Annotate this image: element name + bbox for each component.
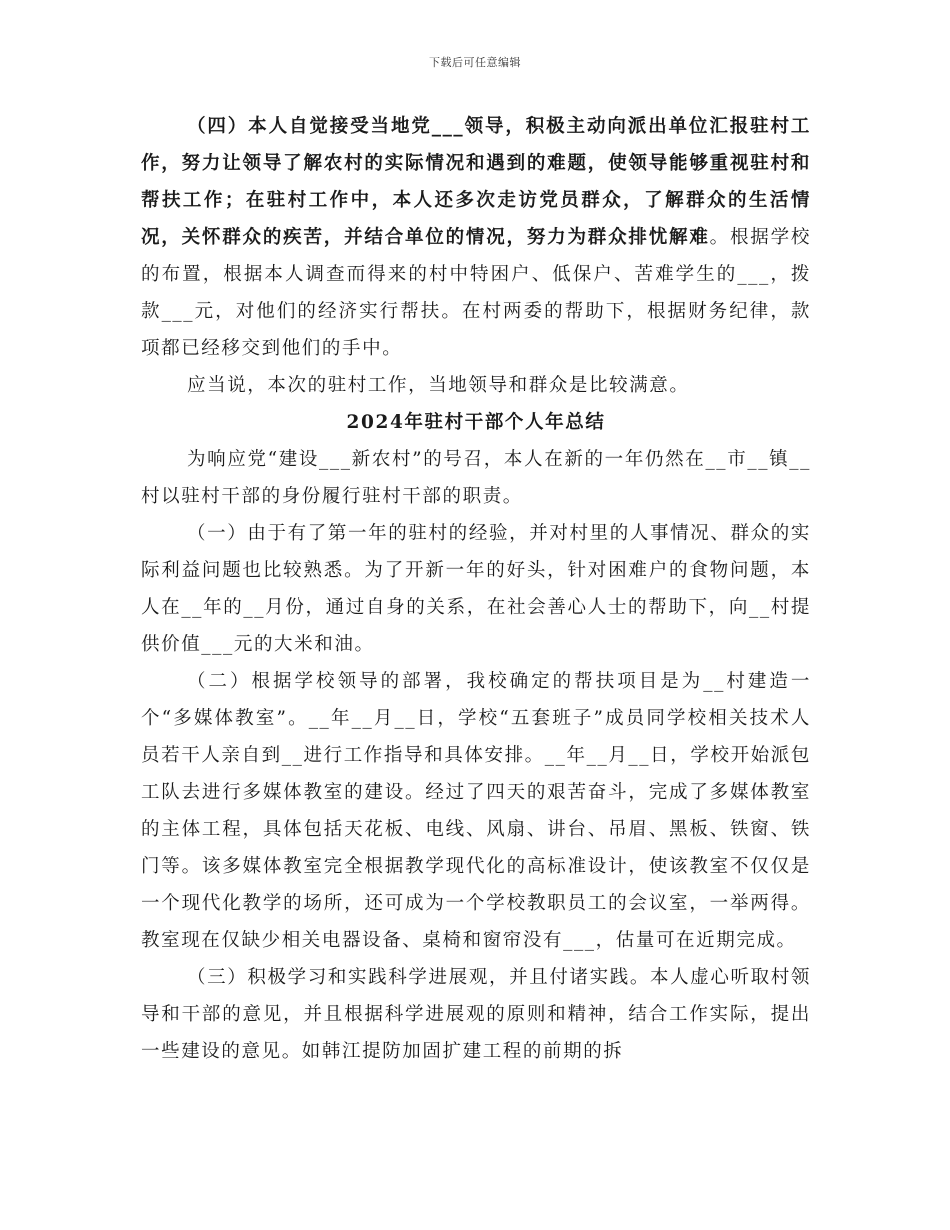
paragraph-four-regular-text: 。根据学校的布置，根据本人调查而得来的村中特困户、低保户、苦难学生的___，拨款___元，对他们的经济实行帮扶。在村两委的帮助下，根据财务纪律，款项都已经移交到他们的手中。 [141,227,811,359]
paragraph-three: （三）积极学习和实践科学进展观，并且付诸实践。本人虚心听取村领导和干部的意见，并且根据科学进展观的原则和精神，结合工作实际，提出一些建设的意见。如韩江提防加固扩建工程的前期的拆 [141,967,811,1062]
document-body [141,108,811,1070]
paragraph-four [141,108,811,367]
document-title: 2024年驻村干部个人年总结 [346,412,606,433]
paragraph-two: （二）根据学校领导的部署，我校确定的帮扶项目是为__村建造一个“多媒体教室”。__年__月__日，学校“五套班子”成员同学校相关技术人员若干人亲自到__进行工作指导和具体安排。__年__月__日，学校开始派包工队去进行多媒体教室的建设。经过了四天的艰苦奋斗，完成了多媒体教室的主体工程，具体包括天花板、电线、风扇、讲台、吊眉、黑板、铁窗、铁门等。该多媒体教室完全根据教学现代化的高标准设计，使该教室不仅仅是一个现代化教学的场所，还可成为一个学校教职员工的会议室，一举两得。教室现在仅缺少相关电器设备、桌椅和窗帘没有___，估量可在近期完成。 [141,671,811,951]
paragraph-intro: 为响应党“建设___新农村”的号召，本人在新的一年仍然在__市__镇__村以驻村干部的身份履行驻村干部的职责。 [141,449,811,507]
page-header-note: 下载后可任意编辑 [429,56,521,69]
paragraph-four-bold-text: （四）本人自觉接受当地党___领导，积极主动向派出单位汇报驻村工作，努力让领导了解农村的实际情况和遇到的难题，使领导能够重视驻村和帮扶工作；在驻村工作中，本人还多次走访党员群众，了解群众的生活情况，关怀群众的疾苦，并结合单位的情况，努力为群众排忧解难 [141,116,811,248]
paragraph-one: （一）由于有了第一年的驻村的经验，并对村里的人事情况、群众的实际利益问题也比较熟悉。为了开新一年的好头，针对困难户的食物问题，本人在__年的__月份，通过自身的关系，在社会善心人士的帮助下，向__村提供价值___元的大米和油。 [141,523,811,655]
paragraph-conclusion: 应当说，本次的驻村工作，当地领导和群众是比较满意。 [187,375,690,396]
